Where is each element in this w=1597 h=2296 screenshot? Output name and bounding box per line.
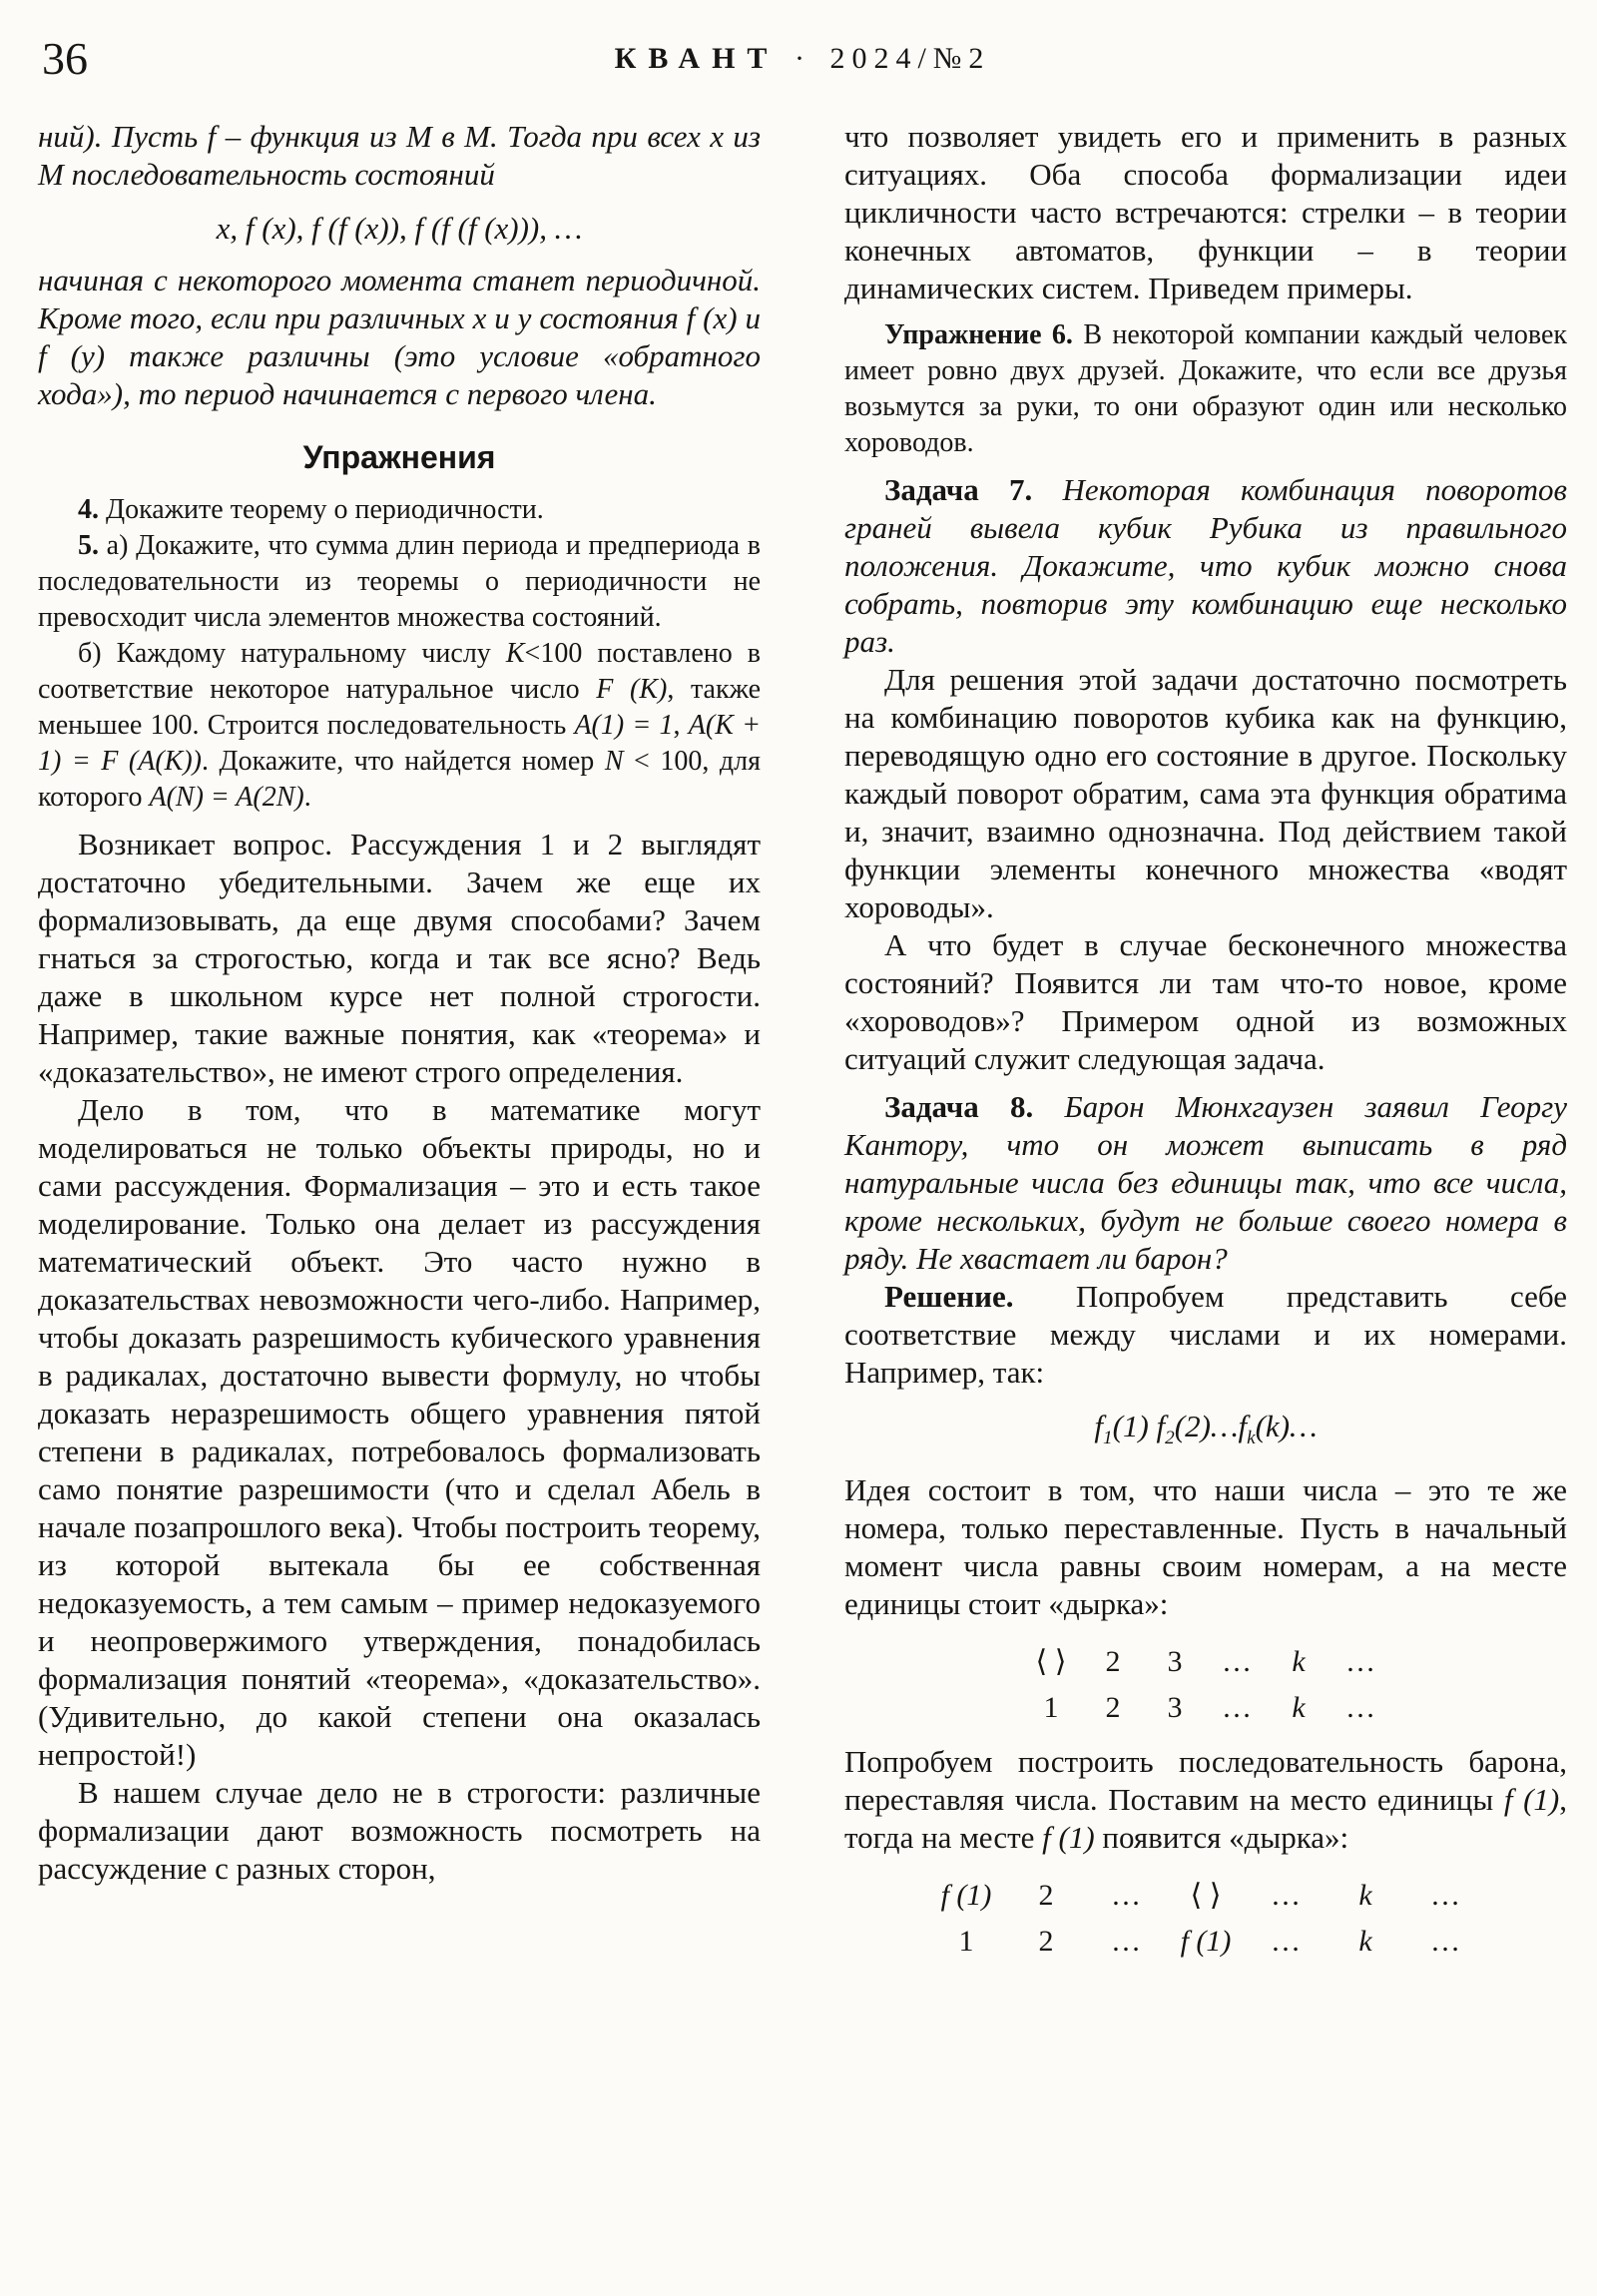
- body-paragraph-modeling: [38, 1091, 761, 1774]
- text-segment: 2: [1038, 1925, 1054, 1959]
- idea-paragraph: [844, 1471, 1567, 1623]
- build-sequence-paragraph: [844, 1743, 1567, 1857]
- array-row-positions: [844, 1919, 1567, 1965]
- journal-issue: 2024/№2: [829, 42, 991, 75]
- page-header: [38, 28, 1567, 104]
- text-segment: …: [1345, 1645, 1375, 1679]
- array-row-numbers: [844, 1873, 1567, 1919]
- text-segment: …: [1430, 1879, 1460, 1913]
- text-segment: k: [1292, 1691, 1306, 1725]
- text-segment: (k)…: [1255, 1409, 1318, 1443]
- exercise-item-5b: [38, 636, 761, 816]
- text-segment: 2: [1038, 1879, 1054, 1913]
- iterates-display-formula: [38, 209, 761, 249]
- text-segment: f (1): [1503, 1782, 1560, 1818]
- text-segment: Некоторая комбинация поворотов граней вывела кубик Рубика из правильного положения. Докажите, что кубик можно снова собрать, повторив эту комбинацию еще несколько раз.: [844, 472, 1567, 659]
- text-segment: 2: [1105, 1645, 1121, 1679]
- array-row-numbers: [844, 1639, 1567, 1685]
- text-segment: < 100, для которого: [38, 746, 762, 813]
- text-segment: …: [1222, 1691, 1252, 1725]
- text-segment: …: [1271, 1879, 1301, 1913]
- text-segment: Задача 7.: [884, 472, 1033, 507]
- text-segment: x, f (x), f (f (x)), f (f (f (x))), …: [216, 211, 583, 246]
- text-segment: A(K + 1) = F (A(K)): [38, 710, 762, 777]
- text-segment: 1: [1103, 1428, 1113, 1449]
- text-segment: …: [1111, 1925, 1141, 1959]
- right-column: [844, 118, 1567, 1977]
- text-segment: A(N) = A(2N): [149, 782, 304, 813]
- text-segment: <100 поставлено в соответствие некоторое натуральное число: [38, 638, 761, 705]
- text-segment: f (1): [1180, 1925, 1232, 1959]
- two-column-layout: [38, 118, 1567, 1977]
- text-segment: k: [1292, 1645, 1306, 1679]
- text-segment: ,: [673, 710, 689, 741]
- text-segment: …: [1345, 1691, 1375, 1725]
- text-segment: N: [604, 746, 624, 777]
- text-segment: k: [1247, 1428, 1256, 1449]
- text-segment: .: [303, 782, 311, 813]
- text-segment: (1) f: [1112, 1409, 1166, 1443]
- exercise-item-4: [38, 492, 761, 528]
- text-segment: начиная с некоторого момента станет периодичной. Кроме того, если при различных x и y состояния f (x) и f (y) также различны (это условие «обратного хода»), то период начинается с первого члена.: [38, 263, 761, 411]
- text-segment: 3: [1167, 1645, 1183, 1679]
- text-segment: 5.: [78, 530, 99, 561]
- journal-title: [38, 44, 1567, 74]
- body-paragraph-continuation: [844, 118, 1567, 307]
- text-segment: Попробуем представить себе соответствие между числами и их номерами. Например, так:: [844, 1279, 1567, 1390]
- text-segment: Возникает вопрос. Рассуждения 1 и 2 выглядят достаточно убедительными. Зачем же еще их формализовывать, да еще двумя способами? Зачем гнаться за строгостью, когда и так все ясно? Ведь даже в школьном курсе нет полной строгости. Например, такие важные понятия, как «теорема» и «доказательство», не имеют строго определения.: [38, 827, 761, 1089]
- text-segment: f (1): [1042, 1820, 1095, 1856]
- text-segment: 2: [1105, 1691, 1121, 1725]
- text-segment: Попробуем построить последовательность барона, переставляя числа. Поставим на место единицы: [844, 1744, 1567, 1818]
- text-segment: …: [1222, 1645, 1252, 1679]
- numbering-display-formula: [844, 1407, 1567, 1458]
- journal-name: КВАНТ: [614, 42, 780, 75]
- text-segment: k: [1358, 1879, 1372, 1913]
- text-segment: 4.: [78, 494, 99, 525]
- text-segment: , также меньшее 100. Строится последовательность: [38, 674, 761, 741]
- text-segment: В некоторой компании каждый человек имеет ровно двух друзей. Докажите, что если все друзья возьмутся за руки, то они образуют один или несколько хороводов.: [844, 319, 1567, 458]
- text-segment: . Докажите, что найдется номер: [201, 746, 605, 777]
- text-segment: Упражнение 6.: [884, 319, 1073, 350]
- text-segment: ⟨ ⟩: [1035, 1645, 1067, 1679]
- initial-arrangement-array: [844, 1639, 1567, 1731]
- text-segment: A(1) = 1: [574, 710, 674, 741]
- text-segment: Решение.: [884, 1279, 1014, 1314]
- text-segment: ⟨ ⟩: [1190, 1879, 1222, 1913]
- text-segment: Идея состоит в том, что наши числа – это те же номера, только переставленные. Пусть в начальный момент числа равны своим номерам, а на месте единицы стоит «дырка»:: [844, 1472, 1567, 1622]
- text-segment: , тогда на месте: [844, 1782, 1567, 1856]
- page-number: 36: [42, 33, 88, 84]
- text-segment: f (1): [940, 1879, 992, 1913]
- exercise-item-5a: [38, 528, 761, 636]
- infinite-case-paragraph: [844, 926, 1567, 1078]
- text-segment: б) Каждому натуральному числу: [78, 638, 506, 669]
- text-segment: (2)…f: [1174, 1409, 1248, 1443]
- solution-intro-paragraph: [844, 1278, 1567, 1392]
- text-segment: …: [1271, 1925, 1301, 1959]
- body-paragraph-question: [38, 826, 761, 1091]
- task-7-statement: [844, 471, 1567, 661]
- text-segment: Для решения этой задачи достаточно посмотреть на комбинацию поворотов кубика как на функцию, переводящую одно его состояние в другое. Поскольку каждый поворот обратим, сама эта функция обратима и, значит, взаимно однозначна. Под действием такой функции элементы конечного множества «водят хороводы».: [844, 662, 1567, 924]
- text-segment: А что будет в случае бесконечного множества состояний? Появится ли там что-то новое, кроме «хороводов»? Примером одной из возможных ситуаций служит следующая задача.: [844, 927, 1567, 1076]
- theorem-continuation-paragraph: [38, 118, 761, 194]
- text-segment: появится «дырка»:: [1094, 1820, 1349, 1856]
- text-segment: K: [505, 638, 525, 669]
- task-8-statement: [844, 1088, 1567, 1278]
- text-segment: 1: [958, 1925, 974, 1959]
- text-segment: Задача 8.: [884, 1089, 1034, 1124]
- exercises-heading: Упражнения: [302, 439, 496, 475]
- text-segment: Докажите теорему о периодичности.: [99, 494, 544, 525]
- text-segment: f: [1094, 1409, 1104, 1443]
- text-segment: ний). Пусть f – функция из М в М. Тогда при всех x из М последовательность состояний: [38, 119, 761, 192]
- text-segment: …: [1430, 1925, 1460, 1959]
- body-paragraph-our-case: [38, 1774, 761, 1888]
- text-segment: 3: [1167, 1691, 1183, 1725]
- theorem-continuation-paragraph-2: [38, 262, 761, 413]
- array-row-positions: [844, 1685, 1567, 1731]
- text-segment: F (K): [596, 674, 668, 705]
- text-segment: …: [1111, 1879, 1141, 1913]
- text-segment: а) Докажите, что сумма длин периода и предпериода в последовательности из теоремы о периодичности не превосходит числа элементов множества состояний.: [38, 530, 761, 633]
- journal-separator: ·: [794, 42, 804, 75]
- text-segment: 1: [1043, 1691, 1059, 1725]
- text-segment: 2: [1165, 1428, 1175, 1449]
- text-segment: В нашем случае дело не в строгости: различные формализации дают возможность посмотреть на рассуждение с разных сторон,: [38, 1775, 761, 1886]
- task-7-discussion-paragraph: [844, 661, 1567, 926]
- left-column: [38, 118, 761, 1977]
- text-segment: что позволяет увидеть его и применить в разных ситуациях. Оба способа формализации идеи цикличности часто встречаются: стрелки – в теории конечных автоматов, функции – в теории динамических систем. Приведем примеры.: [844, 119, 1567, 305]
- text-segment: Дело в том, что в математике могут моделироваться не только объекты природы, но и сами рассуждения. Формализация – это и есть такое моделирование. Только она делает из рассуждения математический объект. Это часто нужно в доказательствах невозможности чего-либо. Например, чтобы доказать разрешимость кубического уравнения в радикалах, достаточно вывести формулу, но чтобы доказать неразрешимость общего уравнения пятой степени в радикалах, потребовалось формализовать само понятие разрешимости (что и сделал Абель в начале позапрошлого века). Чтобы построить теорему, из которой вытекала бы ее собственная недоказуемость, а тем самым – пример недоказуемого и неопровержимого утверждения, понадобилась формализация понятий «теорема», «доказательство». (Удивительно, до какой степени она оказалась непростой!): [38, 1092, 761, 1772]
- exercise-item-6: [844, 317, 1567, 461]
- swapped-arrangement-array: [844, 1873, 1567, 1965]
- text-segment: Барон Мюнхгаузен заявил Георгу Кантору, что он может выписать в ряд натуральные числа без единицы так, что все числа, кроме нескольких, будут не больше своего номера в ряду. Не хвастает ли барон?: [844, 1089, 1567, 1276]
- text-segment: k: [1358, 1925, 1372, 1959]
